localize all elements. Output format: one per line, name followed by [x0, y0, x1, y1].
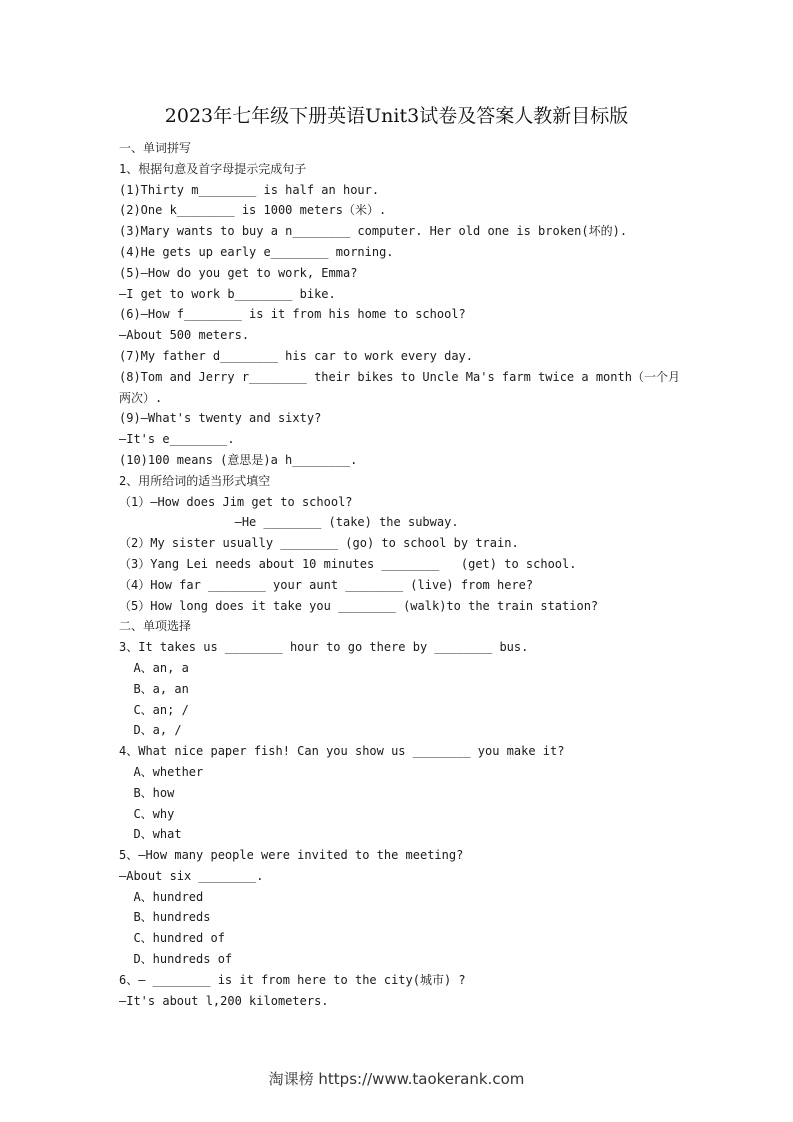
text-line: —I get to work b________ bike. [119, 286, 336, 301]
text-line: (5)—How do you get to work, Emma? [119, 265, 358, 280]
text-line: D、a, / [119, 723, 182, 738]
text-line: C、an; / [119, 702, 189, 717]
text-line: B、how [119, 785, 175, 800]
text-line: 二、单项选择 [119, 619, 192, 634]
footer-watermark: 淘课榜 https://www.taokerank.com [268, 1070, 525, 1088]
text-line: A、hundred [119, 889, 204, 904]
text-line: —It's e________. [119, 432, 235, 447]
text-line: C、hundred of [119, 931, 225, 946]
text-line: (2)One k________ is 1000 meters（米）. [119, 203, 387, 218]
text-line: (10)100 means (意思是)a h________. [119, 452, 358, 467]
text-line: C、why [119, 806, 175, 821]
text-line: (6)—How f________ is it from his home to school? [119, 307, 466, 322]
text-line: A、an, a [119, 660, 189, 675]
text-line: （1）—How does Jim get to school? [119, 494, 353, 509]
text-line: A、whether [119, 764, 204, 779]
text-line: 5、—How many people were invited to the meeting? [119, 848, 464, 863]
text-line: （4）How far ________ your aunt ________ (live) from here? [119, 577, 534, 592]
text-line: (1)Thirty m________ is half an hour. [119, 182, 380, 197]
text-line: 一、单词拼写 [119, 141, 192, 155]
text-line: （5）How long does it take you ________ (walk)to the train station? [119, 598, 599, 613]
text-line: —About six ________. [119, 868, 264, 883]
text-line: (9)—What's twenty and sixty? [119, 411, 322, 426]
text-line: 3、It takes us ________ hour to go there by ________ bus. [119, 640, 529, 655]
text-line: 2、用所给词的适当形式填空 [119, 473, 271, 488]
text-line: B、hundreds [119, 910, 211, 925]
text-line: (7)My father d________ his car to work every day. [119, 348, 474, 363]
text-line: 4、What nice paper fish! Can you show us ________ you make it? [119, 744, 565, 759]
text-line: —It's about l,200 kilometers. [119, 993, 329, 1008]
text-line: (4)He gets up early e________ morning. [119, 244, 394, 259]
text-line: —He ________ (take) the subway. [119, 515, 459, 530]
text-line: （3）Yang Lei needs about 10 minutes ________ (get) to school. [119, 556, 577, 571]
text-line: D、hundreds of [119, 952, 233, 967]
text-line: (8)Tom and Jerry r________ their bikes to Uncle Ma's farm twice a month（一个月 [119, 369, 680, 384]
text-line: B、a, an [119, 681, 189, 696]
page-title: 2023年七年级下册英语Unit3试卷及答案人教新目标版 [164, 105, 629, 127]
text-line: 1、根据句意及首字母提示完成句子 [119, 161, 307, 176]
text-line: D、what [119, 827, 182, 842]
text-line: (3)Mary wants to buy a n________ computer. Her old one is broken(坏的). [119, 224, 628, 239]
text-line: 6、— ________ is it from here to the city(城市) ? [119, 972, 466, 987]
text-line: 两次）. [119, 390, 163, 405]
text-line: —About 500 meters. [119, 328, 250, 343]
text-line: （2）My sister usually ________ (go) to school by train. [119, 536, 519, 551]
document-body [119, 138, 719, 1011]
